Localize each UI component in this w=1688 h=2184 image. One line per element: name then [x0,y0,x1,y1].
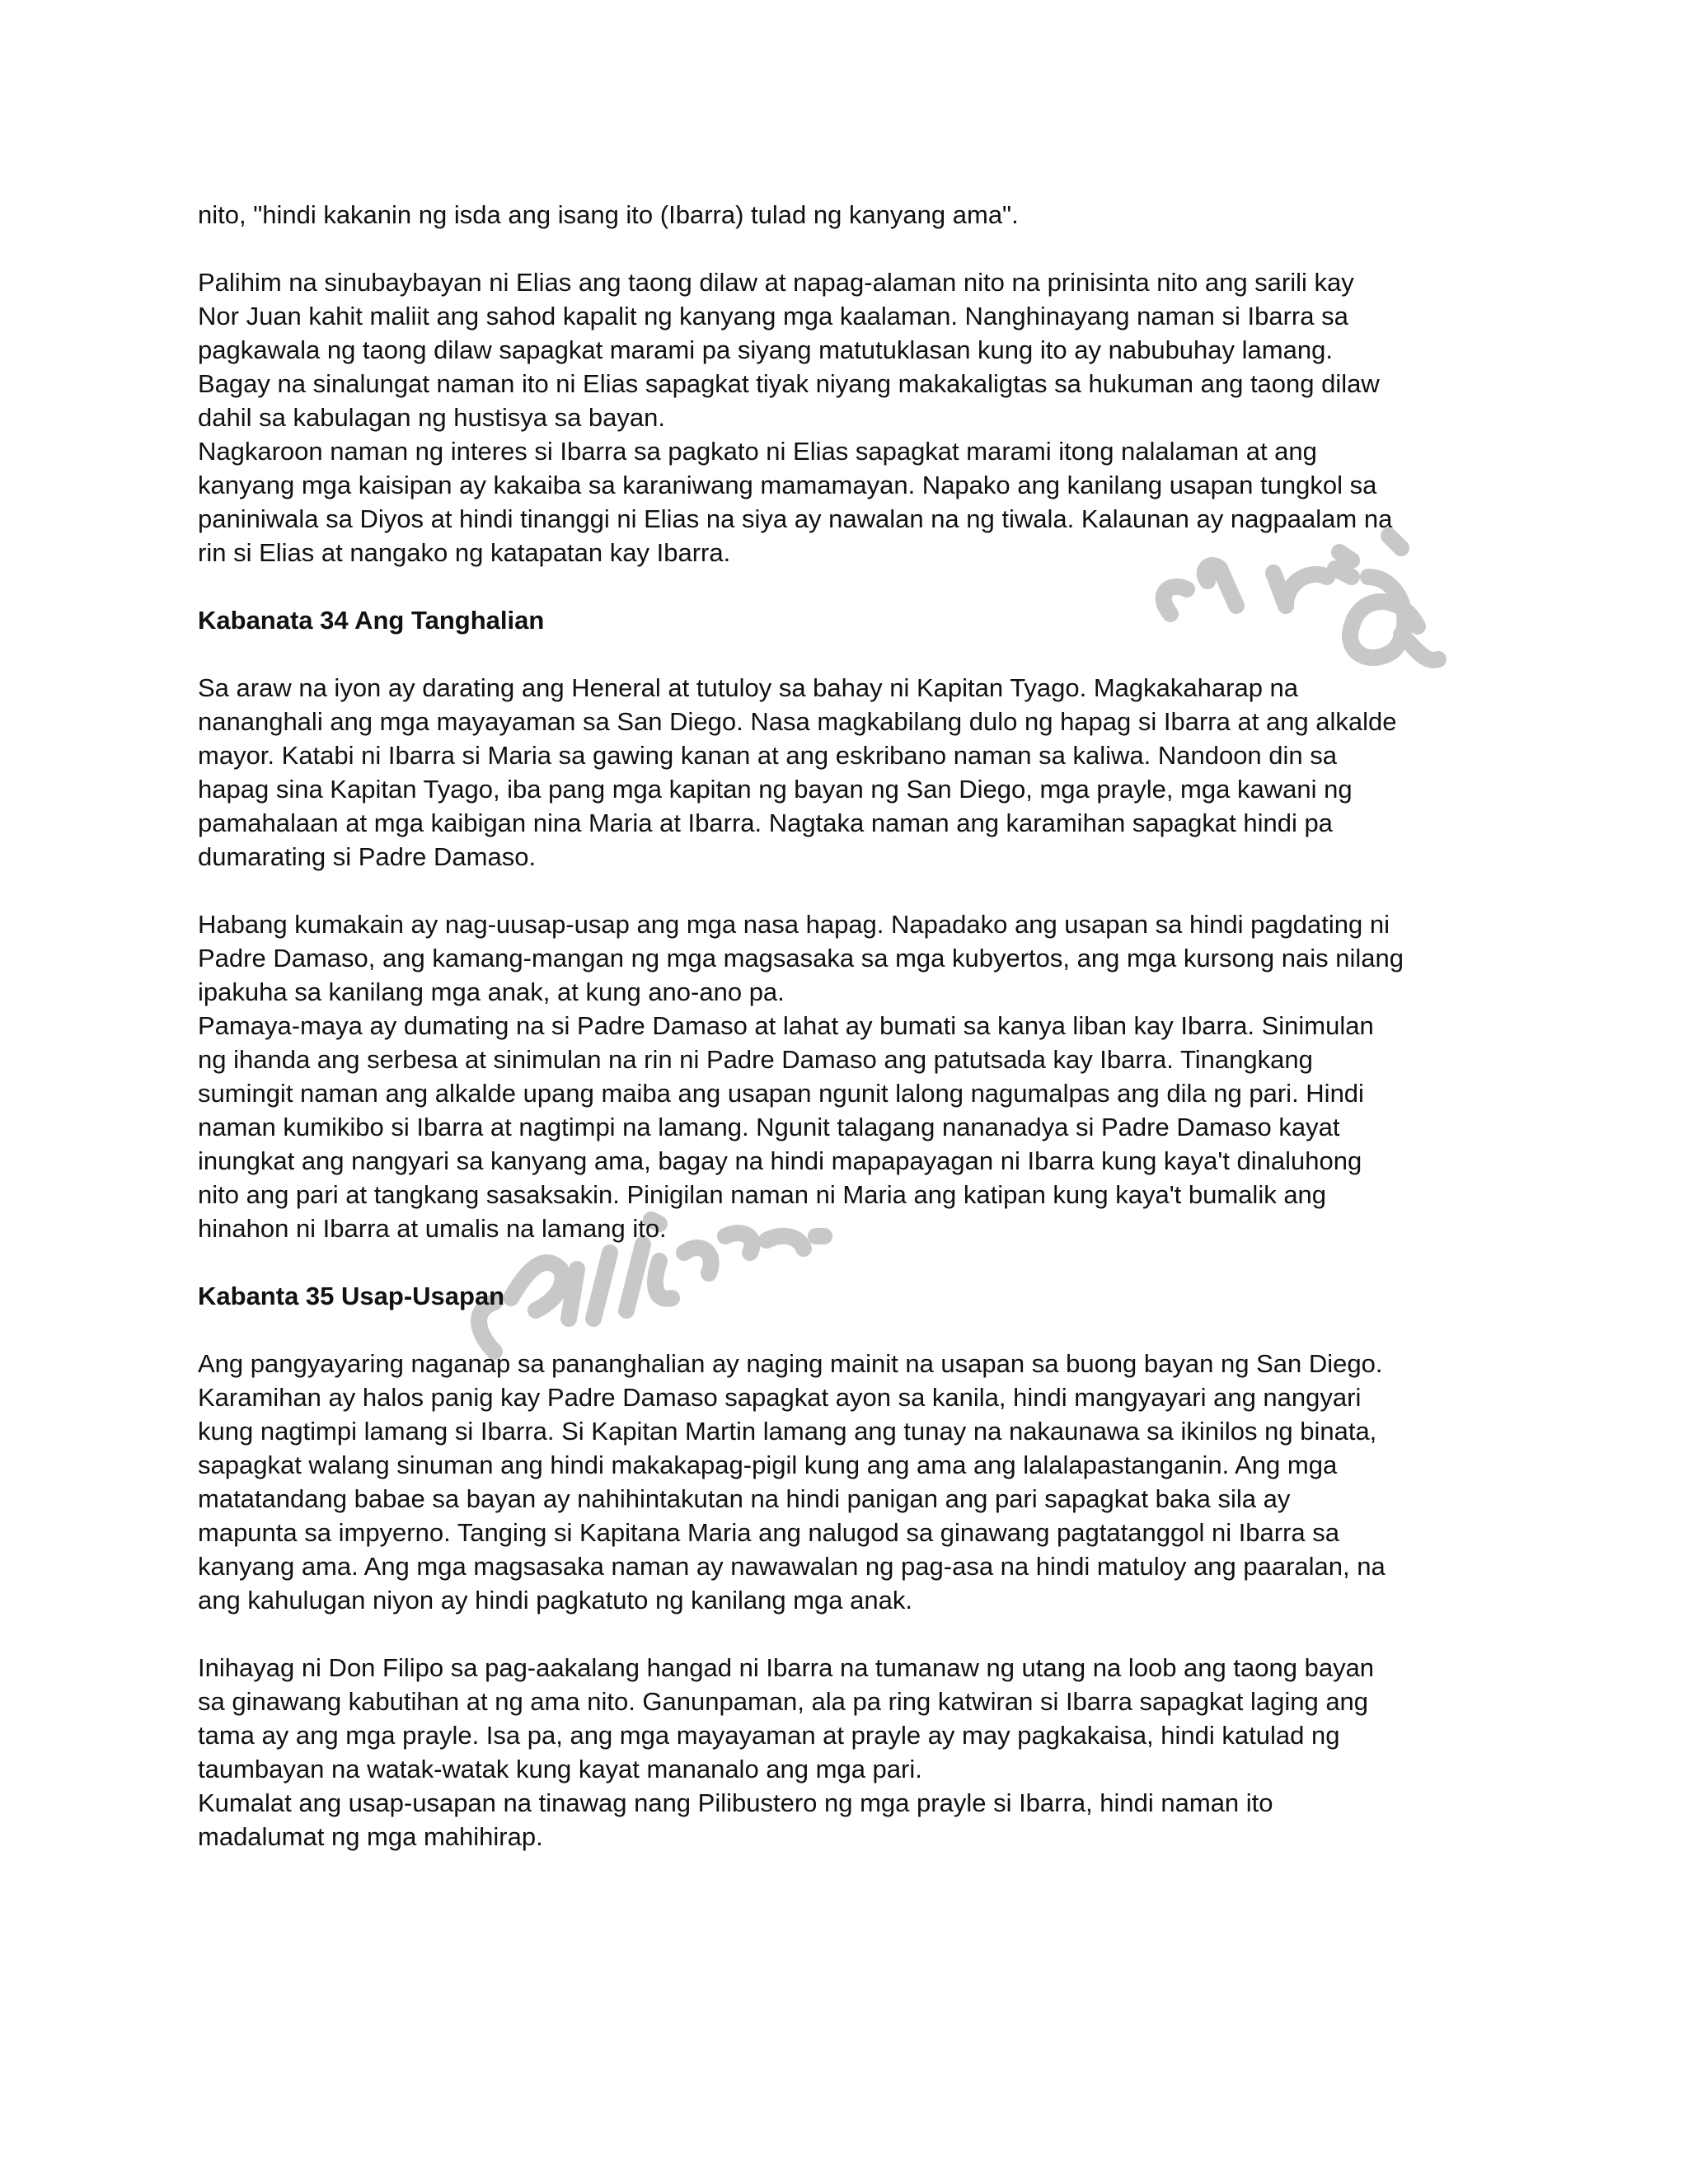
paragraph: Inihayag ni Don Filipo sa pag-aakalang hangad ni Ibarra na tumanaw ng utang na loob ang taong bayan sa ginawang kabutihan at ng ama nito. Ganunpaman, ala pa ring katwiran si Ibarra sapagkat laging ang tama ay ang mga prayle. Isa pa, ang mga mayayaman at prayle ay may pagkakaisa, hindi katulad ng taumbayan na watak-watak kung kayat mananalo ang mga pari. Kumalat ang usap-usapan na tinawag nang Pilibustero ng mga prayle si Ibarra, hindi naman ito madalumat ng mga mahihirap. [198,1653,1375,1851]
section-heading: Kabanta 35 Usap-Usapan [198,1282,505,1310]
paragraph: Sa araw na iyon ay darating ang Heneral at tutuloy sa bahay ni Kapitan Tyago. Magkakaharap na nananghali ang mga mayayaman sa San Diego. Nasa magkabilang dulo ng hapag si Ibarra at ang alkalde mayor. Katabi ni Ibarra si Maria sa gawing kanan at ang eskribano naman sa kaliwa. Nandoon din sa hapag sina Kapitan Tyago, iba pang mga kapitan ng bayan ng San Diego, mga prayle, mga kawani ng pamahalaan at mga kaibigan nina Maria at Ibarra. Nagtaka naman ang karamihan sapagkat hindi pa dumarating si Padre Damaso. [198,673,1397,871]
paragraph: nito, "hindi kakanin ng isda ang isang ito (Ibarra) tulad ng kanyang ama". [198,200,1019,229]
section-heading: Kabanata 34 Ang Tanghalian [198,606,545,635]
paragraph: Ang pangyayaring naganap sa pananghalian ay naging mainit na usapan sa buong bayan ng San Diego. Karamihan ay halos panig kay Padre Damaso sapagkat ayon sa kanila, hindi mangyayari ang nangyari kung nagtimpi lamang si Ibarra. Si Kapitan Martin lamang ang tunay na nakaunawa sa ikinilos ng binata, sapagkat walang sinuman ang hindi makakapag-pigil kung ang ama ang lalalapastanganin. Ang mga matatandang babae sa bayan ay nahihintakutan na hindi panigan ang pari sapagkat baka sila ay mapunta sa impyerno. Tanging si Kapitana Maria ang nalugod sa ginawang pagtatanggol ni Ibarra sa kanyang ama. Ang mga magsasaka naman ay nawawalan ng pag-asa na hindi matuloy ang paaralan, na ang kahulugan niyon ay hindi pagkatuto ng kanilang mga anak. [198,1349,1386,1615]
document-page [198,198,1517,1854]
section-kabanata-34 [198,603,1517,1245]
section-kabanata-35 [198,1279,1517,1854]
paragraph: Palihim na sinubaybayan ni Elias ang taong dilaw at napag-alaman nito na prinisinta nito ang sarili kay Nor Juan kahit maliit ang sahod kapalit ng kanyang mga kaalaman. Nanghinayang naman si Ibarra sa pagkawala ng taong dilaw sapagkat marami pa siyang matutuklasan kung ito ay nabubuhay lamang. Bagay na sinalungat naman ito ni Elias sapagkat tiyak niyang makakaligtas sa hukuman ang taong dilaw dahil sa kabulagan ng hustisya sa bayan. Nagkaroon naman ng interes si Ibarra sa pagkato ni Elias sapagkat marami itong nalalaman at ang kanyang mga kaisipan ay kakaiba sa karaniwang mamamayan. Napako ang kanilang usapan tungkol sa paniniwala sa Diyos at hindi tinanggi ni Elias na siya ay nawalan na ng tiwala. Kalaunan ay nagpaalam na rin si Elias at nangako ng katapatan kay Ibarra. [198,268,1393,567]
section-intro [198,198,1517,569]
paragraph: Habang kumakain ay nag-uusap-usap ang mga nasa hapag. Napadako ang usapan sa hindi pagdating ni Padre Damaso, ang kamang-mangan ng mga magsasaka sa mga kubyertos, ang mga kursong nais nilang ipakuha sa kanilang mga anak, at kung ano-ano pa. Pamaya-maya ay dumating na si Padre Damaso at lahat ay bumati sa kanya liban kay Ibarra. Sinimulan ng ihanda ang serbesa at sinimulan na rin ni Padre Damaso ang patutsada kay Ibarra. Tinangkang sumingit naman ang alkalde upang maiba ang usapan ngunit lalong nagumalpas ang dila ng pari. Hindi naman kumikibo si Ibarra at nagtimpi na lamang. Ngunit talagang nananadya si Padre Damaso kayat inungkat ang nangyari sa kanyang ama, bagay na hindi mapapayagan ni Ibarra kung kaya't dinaluhong nito ang pari at tangkang sasaksakin. Pinigilan naman ni Maria ang katipan kung kaya't bumalik ang hinahon ni Ibarra at umalis na lamang ito. [198,910,1404,1243]
